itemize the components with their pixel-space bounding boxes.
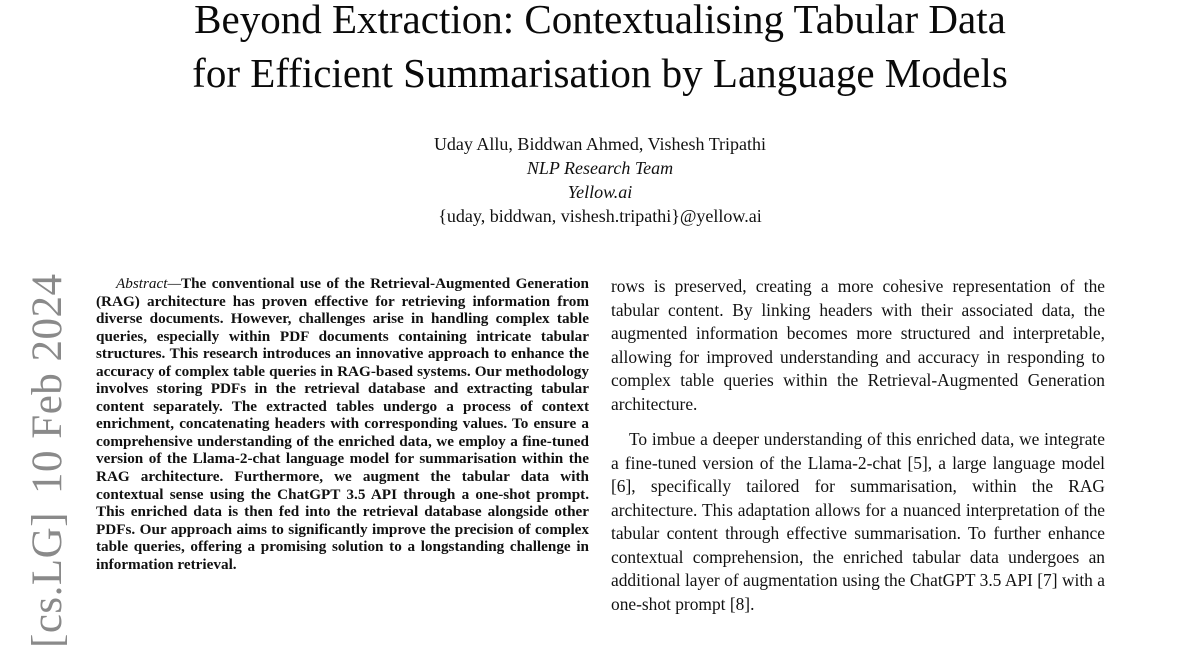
arxiv-category: [cs.LG] (24, 511, 71, 648)
paper-title (0, 0, 1200, 100)
body-column-right (611, 275, 1105, 616)
body-paragraph-2: To imbue a deeper understanding of this enriched data, we integrate a fine-tuned version of the Llama-2-chat [5], a large language model [6], specifically tailored for summarisation, within the RAG architecture. This adaptation allows for a nuanced interpretation of the tabular content through effective summarisation. To further enhance contextual comprehension, the enriched tabular data undergoes an additional layer of augmentation using the ChatGPT 3.5 API [7] with a one-shot prompt [8]. (611, 429, 1105, 614)
author-emails: {uday, biddwan, vishesh.tripathi}@yellow.ai (438, 206, 762, 226)
abstract-body: The conventional use of the Retrieval-Augmented Generation (RAG) architecture has proven effective for retrieving information from diverse documents. However, challenges arise in handling complex table queries, especially within PDF documents containing intricate tabular structures. This research introduces an innovative approach to enhance the accuracy of complex table queries in RAG-based systems. Our methodology involves storing PDFs in the retrieval database and extracting tabular content separately. The extracted tables undergo a process of context enrichment, concatenating headers with corresponding values. To ensure a comprehensive understanding of the enriched data, we employ a fine-tuned version of the Llama-2-chat language model for summarisation within the RAG architecture. Furthermore, we augment the tabular data with contextual sense using the ChatGPT 3.5 API through a one-shot prompt. This enriched data is then fed into the retrieval database alongside other PDFs. Our approach aims to significantly improve the precision of complex table queries, offering a promising solution to a longstanding challenge in information retrieval. (96, 275, 589, 573)
author-organization: Yellow.ai (567, 182, 633, 202)
title-line-2: for Efficient Summarisation by Language Models (192, 50, 1008, 96)
arxiv-date: 10 Feb 2024 (24, 273, 71, 494)
author-names: Uday Allu, Biddwan Ahmed, Vishesh Tripathi (433, 134, 767, 154)
author-team: NLP Research Team (526, 158, 674, 178)
title-line-1: Beyond Extraction: Contextualising Tabular Data (194, 0, 1006, 42)
author-block (0, 132, 1200, 228)
abstract (96, 275, 589, 573)
arxiv-stamp (25, 273, 71, 648)
abstract-lead: Abstract— (116, 275, 181, 292)
body-paragraph-1: rows is preserved, creating a more cohesive representation of the tabular content. By linking headers with their associated data, the augmented information becomes more structured and interpretable, allowing for improved understanding and accuracy in responding to complex table queries within the Retrieval-Augmented Generation architecture. (611, 276, 1105, 414)
